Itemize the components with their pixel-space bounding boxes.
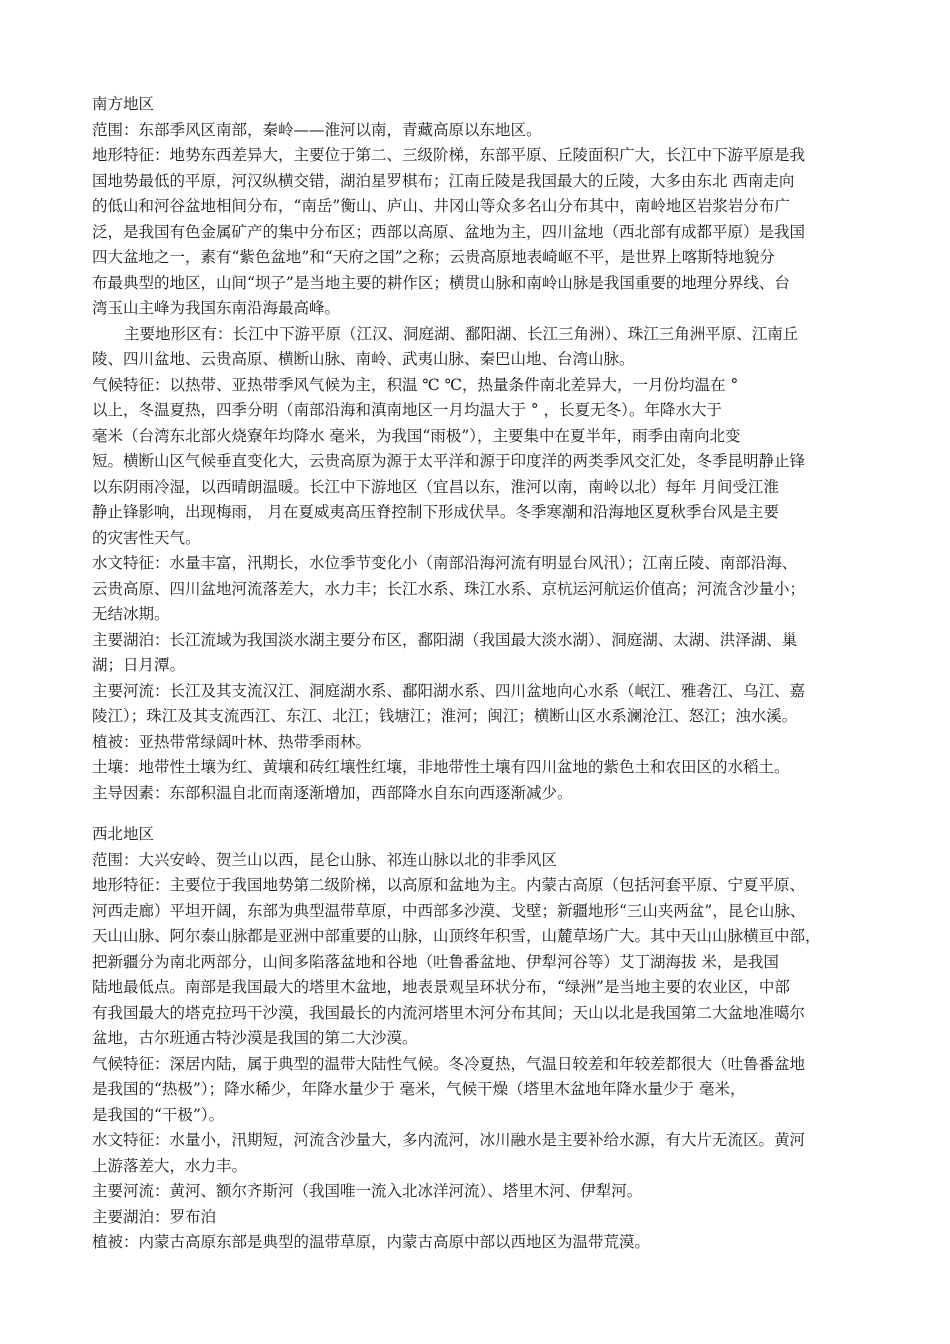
northwest-line-13: 主要河流：黄河、额尔齐斯河（我国唯一流入北冰洋河流）、塔里木河、伊犁河。 — [92, 1182, 643, 1200]
south-line-23: 陵江）；珠江及其支流西江、东江、北江；钱塘江；淮河；闽江；横断山区水系澜沧江、怒江；浊水溪。 — [92, 707, 798, 725]
northwest-line-4: 把新疆分为南北两部分，山间多陷落盆地和谷地（吐鲁番盆地、伊犁河谷等）艾丁湖海拔 米，是我国 — [92, 952, 779, 971]
south-line-5: 四大盆地之一，素有“紫色盆地”和“天府之国”之称；云贵高原地表崎岖不平，是世界上喀斯特地貌分 — [92, 248, 775, 266]
section-spacer — [92, 806, 872, 822]
south-line-10: 气候特征：以热带、亚热带季风气候为主，积温 ℃ ℃，热量条件南北差异大，一月份均温在 ° — [92, 375, 739, 394]
northwest-line-8: 气候特征：深居内陆，属于典型的温带大陆性气候。冬冷夏热，气温日较差和年较差都很大（吐鲁番盆地 — [92, 1054, 806, 1073]
northwest-line-2: 河西走廊）平坦开阔，东部为典型温带草原，中西部多沙漠、戈壁；新疆地形“三山夹两盆”，昆仑山脉、 — [92, 901, 806, 920]
south-line-16: 的灾害性天气。 — [92, 528, 201, 547]
south-line-6: 布最典型的地区，山间“坝子”是当地主要的耕作区；横贯山脉和南岭山脉是我国重要的地理分界线、台 — [92, 273, 790, 292]
south-line-8: 主要地形区有：长江中下游平原（江汉、洞庭湖、鄱阳湖、长江三角洲）、珠江三角洲平原、江南丘 — [124, 324, 799, 343]
northwest-line-9: 是我国的“热极”）；降水稀少，年降水量少于 毫米，气候干燥（塔里木盆地年降水量少于 毫米， — [92, 1080, 746, 1098]
south-line-20: 主要湖泊：长江流域为我国淡水湖主要分布区，鄱阳湖（我国最大淡水湖）、洞庭湖、太湖、洪泽湖、巢 — [92, 630, 798, 649]
document-page — [92, 92, 872, 1256]
northwest-line-7: 盆地，古尔班通古特沙漠是我国的第二大沙漠。 — [92, 1029, 418, 1047]
northwest-line-0: 范围：大兴安岭、贺兰山以西，昆仑山脉、祁连山脉以北的非季风区 — [92, 850, 558, 869]
northwest-line-1: 地形特征：主要位于我国地势第二级阶梯，以高原和盆地为主。内蒙古高原（包括河套平原、宁夏平原、 — [92, 876, 806, 894]
south-line-9: 陵、四川盆地、云贵高原、横断山脉、南岭、武夷山脉、秦巴山地、台湾山脉。 — [92, 350, 635, 368]
south-line-17: 水文特征：水量丰富，汛期长，水位季节变化小（南部沿海河流有明显台风汛）；江南丘陵、南部沿海、 — [92, 554, 798, 572]
south-line-11: 以上，冬温夏热，四季分明（南部沿海和滇南地区一月均温大于 ° ，长夏无冬）。年降水大于 — [92, 401, 722, 419]
south-line-14: 以东阴雨冷湿，以西晴朗温暖。长江中下游地区（宜昌以东，淮河以南，南岭以北）每年 月间受江淮 — [92, 477, 779, 496]
section-south-body — [92, 118, 872, 807]
south-line-25: 土壤：地带性土壤为红、黄壤和砖红壤性红壤，非地带性土壤有四川盆地的紫色土和农田区的水稻土。 — [92, 758, 790, 776]
south-line-4: 泛，是我国有色金属矿产的集中分布区；西部以高原、盆地为主，四川盆地（西北部有成都平原）是我国 — [92, 222, 806, 241]
section-northwest-body — [92, 848, 872, 1256]
northwest-line-12: 上游落差大，水力丰。 — [92, 1156, 248, 1175]
northwest-line-3: 天山山脉、阿尔泰山脉都是亚洲中部重要的山脉，山顶终年积雪，山麓草场广大。其中天山山脉横亘中部， — [92, 927, 821, 945]
northwest-line-5: 陆地最低点。南部是我国最大的塔里木盆地，地表景观呈环状分布，“绿洲”是当地主要的农业区，中部 — [92, 978, 790, 996]
south-line-12: 毫米（台湾东北部火烧寮年均降水 毫米，为我国“雨极”），主要集中在夏半年，雨季由南向北变 — [92, 426, 741, 445]
south-line-13: 短。横断山区气候垂直变化大，云贵高原为源于太平洋和源于印度洋的两类季风交汇处，冬季昆明静止锋 — [92, 452, 806, 470]
south-line-2: 国地势最低的平原，河汉纵横交错，湖泊星罗棋布；江南丘陵是我国最大的丘陵，大多由东北 西南走向 — [92, 171, 795, 190]
northwest-line-11: 水文特征：水量小，汛期短，河流含沙量大，多内流河，冰川融水是主要补给水源，有大片无流区。黄河 — [92, 1131, 806, 1149]
northwest-line-10: 是我国的“干极”）。 — [92, 1105, 225, 1124]
section-title-northwest: 西北地区 — [92, 825, 155, 843]
south-line-24: 植被：亚热带常绿阔叶林、热带季雨林。 — [92, 732, 372, 751]
south-line-22: 主要河流：长江及其支流汉江、洞庭湖水系、鄱阳湖水系、四川盆地向心水系（岷江、雅砻江、乌江、嘉 — [92, 681, 806, 700]
northwest-line-15: 植被：内蒙古高原东部是典型的温带草原，内蒙古高原中部以西地区为温带荒漠。 — [92, 1233, 651, 1251]
south-line-7: 湾玉山主峰为我国东南沿海最高峰。 — [92, 299, 341, 317]
south-line-26: 主导因素：东部积温自北而南逐渐增加，西部降水自东向西逐渐减少。 — [92, 783, 573, 802]
south-line-3: 的低山和河谷盆地相间分布，“南岳”衡山、庐山、井冈山等众多名山分布其中，南岭地区岩浆岩分布广 — [92, 197, 790, 215]
northwest-line-6: 有我国最大的塔克拉玛干沙漠，我国最长的内流河塔里木河分布其间；天山以北是我国第二大盆地准噶尔 — [92, 1003, 806, 1022]
south-line-1: 地形特征：地势东西差异大，主要位于第二、三级阶梯，东部平原、丘陵面积广大，长江中下游平原是我 — [92, 146, 806, 164]
south-line-18: 云贵高原、四川盆地河流落差大，水力丰；长江水系、珠江水系、京杭运河航运价值高；河流含沙量小； — [92, 579, 806, 598]
south-line-15: 静止锋影响，出现梅雨， 月在夏威夷高压脊控制下形成伏旱。冬季寒潮和沿海地区夏秋季台风是主要 — [92, 503, 779, 521]
northwest-line-14: 主要湖泊：罗布泊 — [92, 1207, 217, 1226]
section-title-south: 南方地区 — [92, 95, 155, 113]
south-line-19: 无结冰期。 — [92, 605, 170, 623]
south-line-21: 湖；日月潭。 — [92, 656, 186, 674]
south-line-0: 范围：东部季风区南部，秦岭——淮河以南，青藏高原以东地区。 — [92, 120, 542, 139]
